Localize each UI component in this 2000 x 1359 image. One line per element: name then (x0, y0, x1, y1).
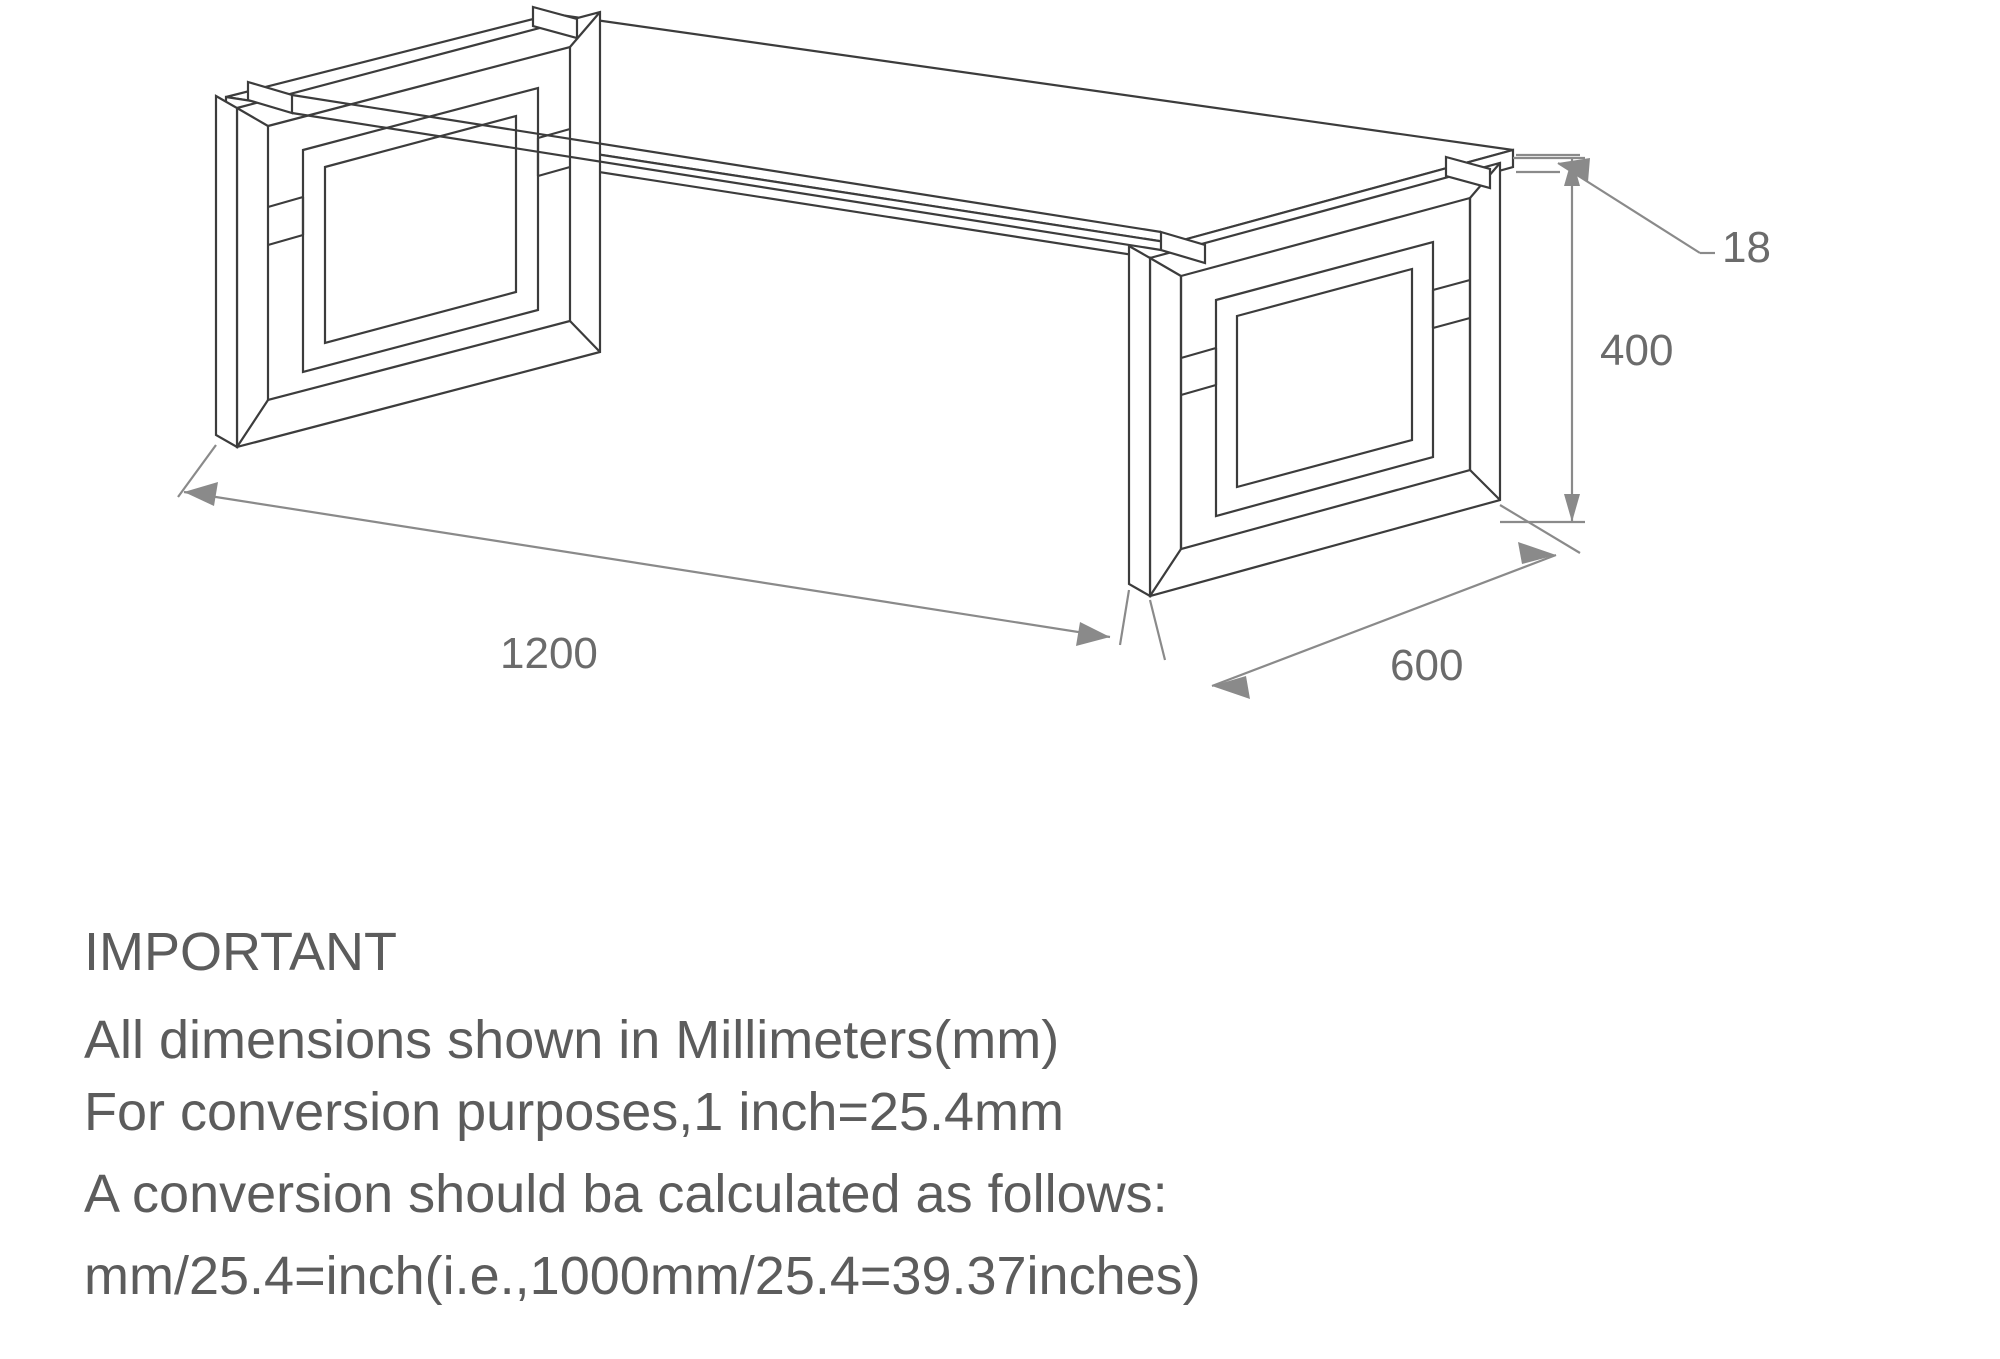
left-leg-outer-side-strip (216, 96, 237, 447)
length-dim-line (184, 492, 1110, 637)
dimension-label-600: 600 (1390, 641, 1464, 690)
height-arrow-bottom (1564, 494, 1580, 522)
dimension-label-18: 18 (1722, 223, 1771, 272)
table-geometry (216, 7, 1513, 596)
length-arrow-left (184, 482, 218, 506)
dimension-label-400: 400 (1600, 326, 1674, 375)
depth-ext-line-near (1150, 600, 1165, 660)
depth-dim-line (1212, 555, 1556, 686)
dimension-label-1200: 1200 (500, 629, 598, 678)
depth-ext-line-far (1500, 505, 1580, 553)
notes-line-3: A conversion should ba calculated as follows: (84, 1164, 1168, 1224)
right-leg-outer-side-strip (1129, 246, 1150, 596)
length-arrow-right (1076, 622, 1110, 646)
depth-arrow-far (1518, 542, 1556, 564)
notes-line-4: mm/25.4=inch(i.e.,1000mm/25.4=39.37inches) (84, 1246, 1201, 1306)
notes-heading: IMPORTANT (84, 922, 398, 982)
notes-line-1: All dimensions shown in Millimeters(mm) (84, 1010, 1060, 1070)
length-ext-line-right (1120, 590, 1129, 645)
thickness-leader-line (1558, 163, 1700, 253)
notes-block (84, 922, 1201, 1306)
notes-line-2: For conversion purposes,1 inch=25.4mm (84, 1082, 1064, 1142)
